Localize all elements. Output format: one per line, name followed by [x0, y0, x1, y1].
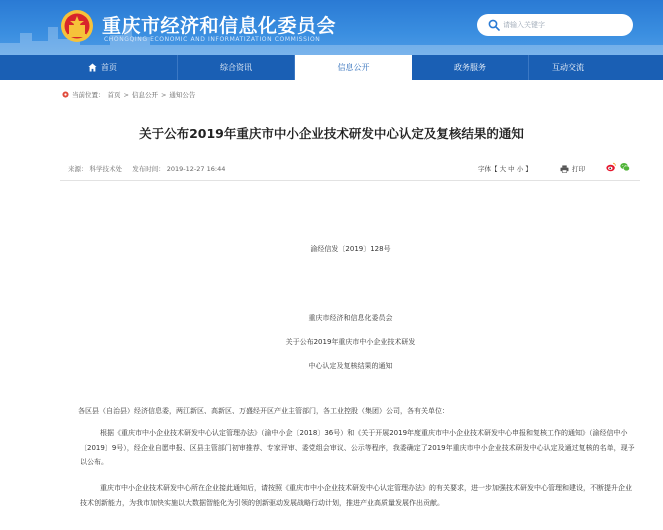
- date-label: 发布时间：: [132, 165, 165, 173]
- search-box[interactable]: [477, 14, 633, 36]
- font-large-button[interactable]: 大: [499, 165, 507, 173]
- issuer-line: 重庆市经济和信息化委员会: [308, 314, 393, 322]
- font-medium-button[interactable]: 中: [508, 165, 515, 173]
- article-meta: [68, 164, 227, 173]
- nav-item-home[interactable]: [0, 55, 178, 80]
- breadcrumb-item-info-disclosure[interactable]: 信息公开: [131, 91, 158, 99]
- print-button[interactable]: [560, 164, 585, 173]
- paragraph-2: 重庆市中小企业技术研发中心所在企业接此通知后，请按照《重庆市中小企业技术研发中心认定管理办法》的有关要求，进一步加强技术研发中心管理和建设，不断提升企业技术创新能力，为我市加快实施以大数据智能化为引领的创新驱动发展战略行动计划，推进产业高质量发展作出贡献。: [80, 484, 632, 507]
- location-pin-icon: [62, 91, 69, 98]
- nav-item-label: 信息公开: [337, 63, 370, 72]
- nav-item-info-disclosure[interactable]: [295, 55, 412, 80]
- date-value: 2019-12-27 16:44: [166, 165, 226, 173]
- font-label: 字体【: [478, 165, 498, 173]
- font-label-end: 】: [525, 165, 532, 173]
- document-number: 渝经信发〔2019〕128号: [310, 245, 391, 253]
- meta-divider: [60, 180, 640, 181]
- source-value: 科学技术处: [89, 165, 122, 173]
- article-title: 关于公布2019年重庆市中小企业技术研发中心认定及复核结果的通知: [139, 126, 524, 141]
- paragraph-1: 根据《重庆市中小企业技术研发中心认定管理办法》（渝中小企〔2018〕36号）和《关于开展2019年度重庆市中小企业技术研发中心申报和复核工作的通知》（渝经信中小〔2019〕9号），经企业自愿申报、区县主管部门初审推荐、专家评审、委党组会审议、公示等程序，我委确定了2019年重庆市中小企业技术研发中心认定及通过复核的名单，现予以公布。: [80, 429, 635, 466]
- party-emblem-logo: [60, 9, 94, 43]
- site-subtitle: CHONGQING ECONOMIC AND INFORMATIZATION COMMISSION: [104, 36, 321, 43]
- weibo-icon[interactable]: [606, 162, 616, 172]
- printer-icon: [560, 165, 569, 173]
- nav-item-label: 政务服务: [454, 63, 486, 72]
- nav-item-government-services[interactable]: [412, 55, 529, 80]
- source-label: 来源：: [68, 165, 88, 173]
- search-icon[interactable]: [488, 19, 500, 31]
- breadcrumb-item-home[interactable]: 首页: [107, 91, 121, 99]
- main-nav: [0, 55, 663, 80]
- font-small-button[interactable]: 小: [516, 165, 524, 173]
- salutation: 各区县（自治县）经济信息委，两江新区、高新区、万盛经开区产业主管部门，各工业控股（集团）公司，各有关单位：: [78, 407, 449, 415]
- heading-line-1: 关于公布2019年重庆市中小企业技术研发: [285, 338, 416, 346]
- breadcrumb-prefix: 当前位置：: [72, 91, 105, 99]
- site-title[interactable]: 重庆市经济和信息化委员会: [102, 15, 337, 37]
- breadcrumb-separator: >: [123, 90, 129, 99]
- font-size-control: [478, 164, 532, 173]
- breadcrumb-separator: >: [160, 90, 167, 99]
- share-icons: [606, 162, 630, 172]
- site-header: [0, 0, 663, 55]
- breadcrumb-item-notices[interactable]: 通知公告: [169, 91, 196, 99]
- search-input[interactable]: [503, 18, 627, 32]
- nav-item-label: 综合资讯: [220, 63, 252, 72]
- print-label: 打印: [572, 165, 585, 173]
- breadcrumb: [62, 90, 195, 99]
- nav-item-label: 互动交流: [552, 63, 584, 72]
- nav-item-news[interactable]: [178, 55, 295, 80]
- nav-item-interaction[interactable]: [529, 55, 607, 80]
- nav-item-label: 首页: [101, 63, 117, 72]
- wechat-icon[interactable]: [620, 162, 630, 172]
- heading-line-2: 中心认定及复核结果的通知: [308, 362, 393, 370]
- home-icon: [88, 63, 97, 72]
